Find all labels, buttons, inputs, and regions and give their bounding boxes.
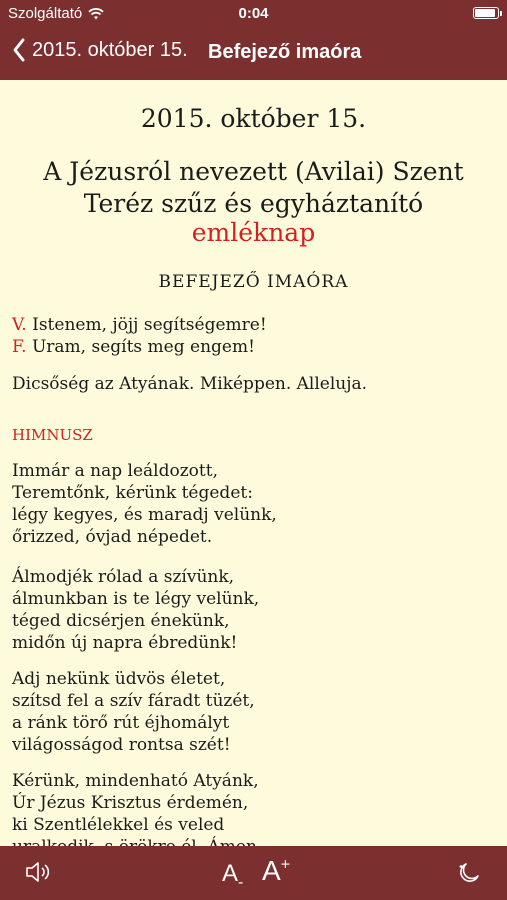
- hymn-line: szítsd fel a szív fáradt tüzét,: [12, 691, 255, 711]
- hymn-line: Adj nekünk üdvös életet,: [12, 669, 226, 689]
- doxology: Dicsőség az Atyának. Miképpen. Alleluja.: [12, 374, 368, 394]
- versicle-text: Istenem, jöjj segítségemre!: [26, 315, 267, 335]
- hymn-line: Úr Jézus Krisztus érdemén,: [12, 793, 249, 813]
- hymn-line: őrizzed, óvjad népedet.: [12, 527, 213, 547]
- hymn-line: a ránk törő rút éjhomályt: [12, 713, 230, 733]
- chevron-left-icon: [12, 38, 26, 62]
- back-button[interactable]: [12, 38, 188, 62]
- hymn-line: Teremtőnk, kérünk tégedet:: [12, 483, 253, 503]
- date-heading: 2015. október 15.: [140, 104, 367, 133]
- speaker-icon: [24, 859, 54, 885]
- back-label: 2015. október 15.: [32, 38, 188, 61]
- battery-fill: [475, 9, 495, 17]
- prayer-content[interactable]: [0, 80, 507, 846]
- hymn-stanza: [12, 566, 492, 654]
- sound-button[interactable]: [24, 859, 54, 889]
- moon-icon: [457, 861, 481, 885]
- response-line: [12, 336, 492, 358]
- font-increase-mark: +: [280, 856, 291, 874]
- hymn-line: ki Szentlélekkel és veled: [12, 815, 225, 835]
- hymn-line: Kérünk, mindenható Atyánk,: [12, 771, 259, 791]
- feast-title: A Jézusról nevezett (Avilai) Szent Teréz szűz és egyháztanító: [43, 157, 464, 218]
- hymn-line: világosságod rontsa szét!: [12, 735, 231, 755]
- hymn-line: midőn új napra ébredünk!: [12, 633, 238, 653]
- versicle-marker: V.: [12, 315, 27, 335]
- hour-title: BEFEJEZŐ IMAÓRA: [158, 272, 349, 292]
- hymn-line: Álmodjék rólad a szívünk,: [12, 567, 235, 587]
- hymn-line: légy kegyes, és maradj velünk,: [12, 505, 277, 525]
- feast-rank: emléknap: [191, 218, 316, 247]
- response-marker: F.: [12, 337, 27, 357]
- clock: 0:04: [238, 5, 269, 22]
- hymn-label: HIMNUSZ: [12, 426, 93, 444]
- font-decrease-button[interactable]: [222, 860, 243, 892]
- font-increase-button[interactable]: [262, 855, 290, 887]
- nav-bar: [0, 28, 507, 80]
- status-bar: [0, 0, 507, 28]
- hymn-line: álmunkban is te légy velünk,: [12, 589, 260, 609]
- carrier-name: Szolgáltató: [8, 5, 83, 22]
- battery-icon: [473, 7, 499, 19]
- font-decrease-mark: -: [238, 873, 244, 891]
- versicle-line: [12, 314, 492, 336]
- bottom-toolbar: [0, 846, 507, 900]
- hymn-stanza: [12, 460, 492, 548]
- response-text: Uram, segíts meg engem!: [26, 337, 255, 357]
- hymn-line: téged dicsérjen énekünk,: [12, 611, 230, 631]
- hymn-stanza: [12, 668, 492, 756]
- page-title: Befejező imaóra: [208, 41, 362, 63]
- hymn-stanza: [12, 770, 492, 858]
- versicles: [12, 314, 492, 358]
- night-mode-button[interactable]: [457, 861, 481, 889]
- hymn-line: Immár a nap leáldozott,: [12, 461, 218, 481]
- font-decrease-label: A: [222, 860, 239, 887]
- font-increase-label: A: [262, 855, 281, 886]
